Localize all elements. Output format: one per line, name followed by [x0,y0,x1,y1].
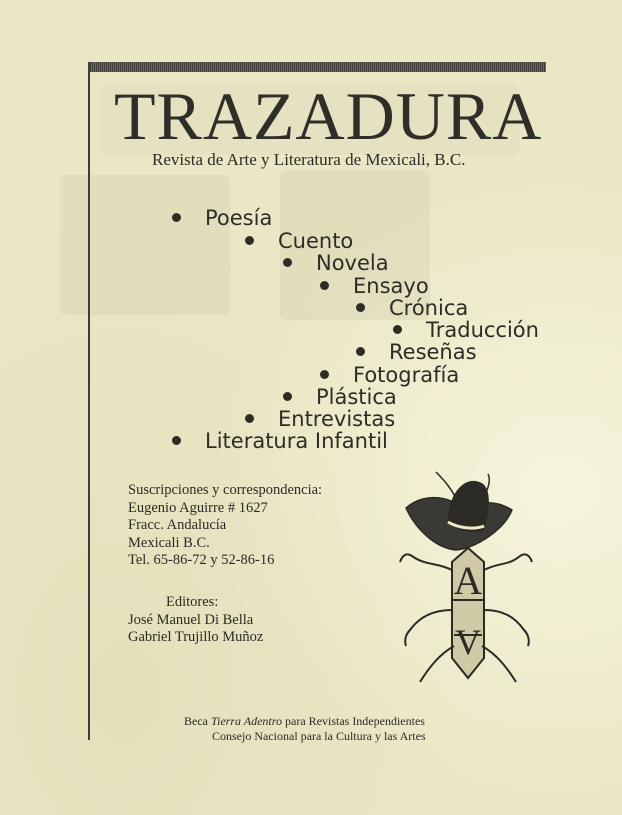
bullet-icon [245,236,254,245]
contact-block [128,482,322,570]
footer-line2: Consejo Nacional para la Cultura y las Artes [212,729,426,743]
contact-heading: Suscripciones y correspondencia: [128,482,323,498]
editor-name: José Manuel Di Bella [128,611,254,628]
editors-heading: Editores: [166,594,219,610]
sombrero-icon [406,482,512,550]
genre-label: Reseñas [389,340,477,364]
bullet-icon [356,347,365,356]
emblem-letters: V [455,622,481,662]
genre-item [320,275,429,297]
bullet-icon [320,281,329,290]
genre-item [393,319,539,341]
genre-label: Literatura Infantil [205,429,388,453]
genre-item [172,430,388,452]
bullet-icon [283,392,292,401]
genre-label: Crónica [389,296,469,320]
genre-item [356,297,468,319]
bullet-icon [283,258,292,267]
bullet-icon [172,436,181,445]
emblem-letters: A [453,558,483,603]
genre-label: Entrevistas [278,407,396,431]
bleed-through-shape [60,175,230,315]
genre-label: Traducción [426,318,539,342]
left-rule [88,62,90,740]
genre-item [356,341,477,363]
magazine-subtitle: Revista de Arte y Literatura de Mexicali, B.C. [152,150,466,169]
insect-with-sombrero-logo [396,470,536,690]
genre-item [320,364,459,386]
contact-address-line2: Fracc. Andalucía [128,517,227,533]
contact-phone: Tel. 65-86-72 y 52-86-16 [128,552,275,568]
genre-item [245,408,395,430]
genre-label: Fotografía [353,363,460,387]
genre-item [283,386,397,408]
genre-label: Plástica [316,385,397,409]
footer-line1 [184,714,426,729]
magazine-title: TRAZADURA [114,78,543,154]
genre-item [245,230,353,252]
top-rule [88,62,546,72]
genre-label: Cuento [278,229,354,253]
genre-label: Novela [316,251,389,275]
footer-suffix: para Revistas Independientes [285,714,425,728]
contact-city: Mexicali B.C. [128,534,210,551]
footer-credits [184,714,426,744]
bullet-icon [320,370,329,379]
bullet-icon [245,414,254,423]
footer-program: Tierra Adentro [210,714,282,728]
contact-address-line1: Eugenio Aguirre # 1627 [128,499,268,516]
bullet-icon [356,303,365,312]
genre-item [283,252,389,274]
editors-block [128,594,263,647]
genre-label: Poesía [205,206,273,230]
bullet-icon [393,325,402,334]
genre-label: Ensayo [353,274,429,298]
footer-prefix: Beca [184,714,208,728]
genre-item [172,207,272,229]
editor-name: Gabriel Trujillo Muñoz [128,629,264,645]
bullet-icon [172,213,181,222]
